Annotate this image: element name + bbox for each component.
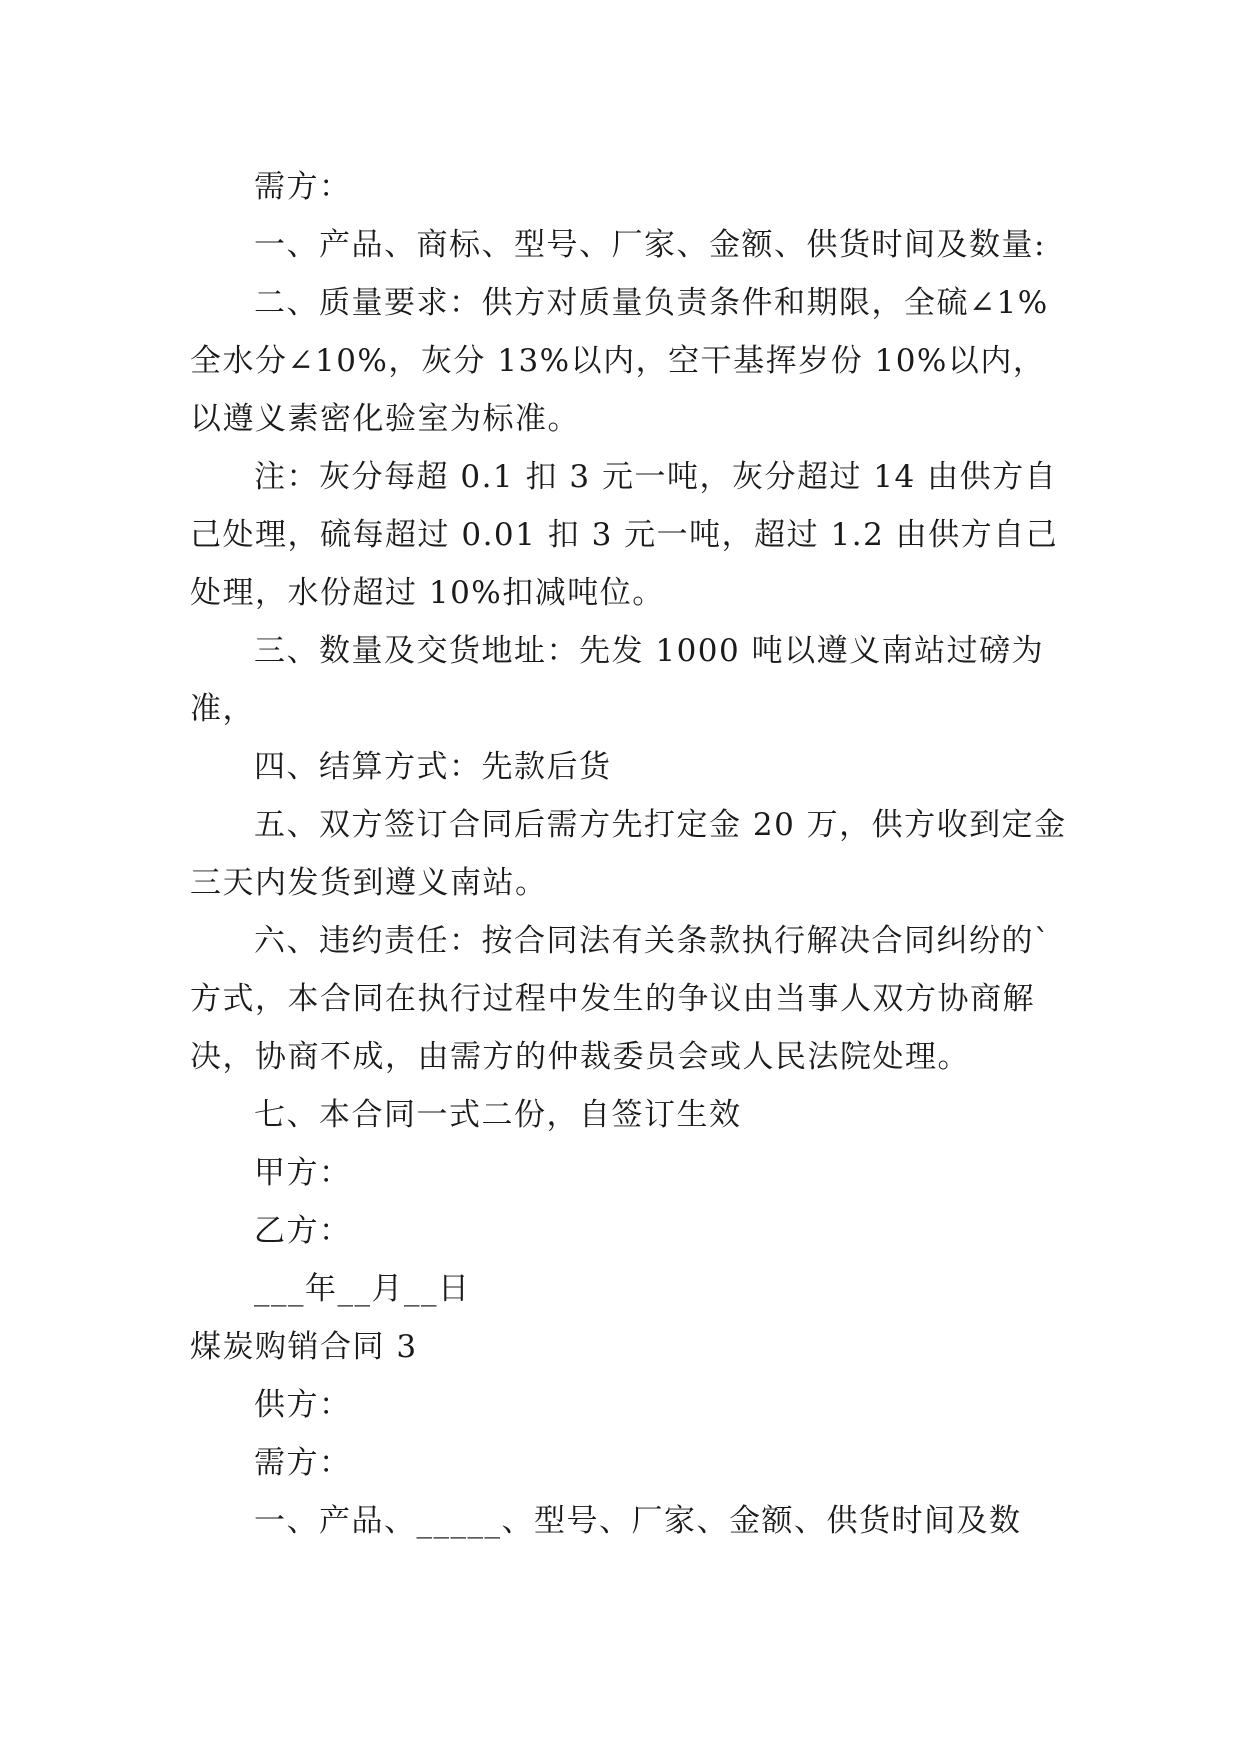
clause-copies: 七、本合同一式二份，自签订生效 — [254, 1097, 742, 1133]
party-a-label: 甲方： — [254, 1155, 352, 1191]
clause-deposit: 五、双方签订合同后需方先打定金 20 万，供方收到定金三天内发货到遵义南站。 — [190, 807, 1067, 901]
clause-product-info: 一、产品、商标、型号、厂家、金额、供货时间及数量: — [254, 227, 1046, 263]
buyer-label-2: 需方： — [254, 1445, 352, 1481]
document-body — [190, 158, 1070, 1550]
buyer-label: 需方： — [254, 169, 352, 205]
contract-title: 煤炭购销合同 3 — [190, 1329, 418, 1365]
note-deductions: 注：灰分每超 0.1 扣 3 元一吨，灰分超过 14 由供方自己处理，硫每超过 0.01 扣 3 元一吨，超过 1.2 由供方自己处理，水份超过 10%扣减吨位。 — [190, 459, 1059, 611]
supplier-label: 供方： — [254, 1387, 352, 1423]
party-b-label: 乙方： — [254, 1213, 352, 1249]
clause-quality-requirements: 二、质量要求：供方对质量负责条件和期限，全硫∠1%全水分∠10%，灰分 13%以内，空干基挥岁份 10%以内，以遵义素密化验室为标准。 — [190, 285, 1049, 437]
clause-liability: 六、违约责任：按合同法有关条款执行解决合同纠纷的`方式，本合同在执行过程中发生的争议由当事人双方协商解决，协商不成，由需方的仲裁委员会或人民法院处理。 — [190, 923, 1051, 1075]
date-line: ___年__月__日 — [254, 1271, 471, 1307]
clause-product-info-2: 一、产品、_____、型号、厂家、金额、供货时间及数 — [254, 1503, 1022, 1539]
clause-settlement: 四、结算方式：先款后货 — [254, 749, 612, 785]
clause-quantity-delivery: 三、数量及交货地址：先发 1000 吨以遵义南站过磅为准， — [190, 633, 1045, 727]
